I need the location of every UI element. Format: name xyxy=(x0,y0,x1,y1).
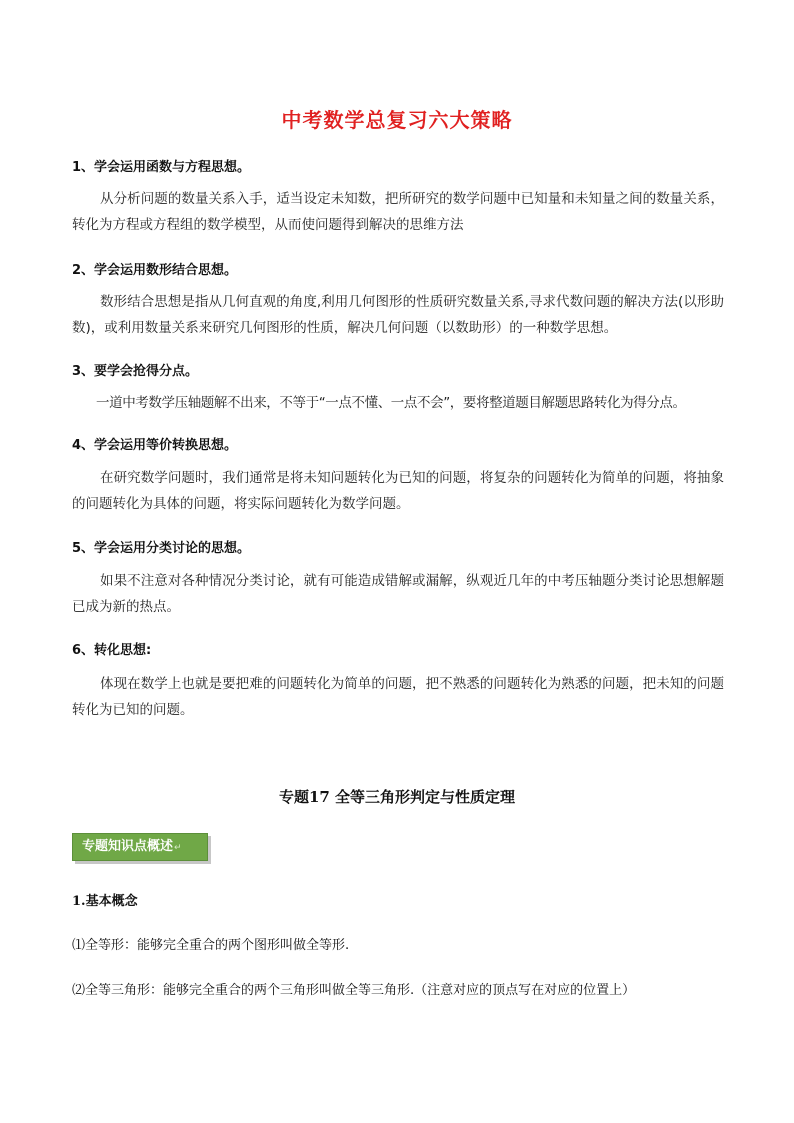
concept-line-1: ⑴全等形：能够完全重合的两个图形叫做全等形. xyxy=(72,938,350,953)
section-heading-5: 5、学会运用分类讨论的思想。 xyxy=(72,541,251,556)
section-heading-4: 4、学会运用等价转换思想。 xyxy=(72,438,238,453)
section-heading-6: 6、转化思想: xyxy=(72,643,152,658)
concept-heading: 1.基本概念 xyxy=(72,894,138,909)
section-text-4: 在研究数学问题时，我们通常是将未知问题转化为已知的问题，将复杂的问题转化为简单的问题，将抽象的问题转化为具体的问题，将实际问题转化为数学问题。 xyxy=(72,470,724,512)
section-text-1: 从分析问题的数量关系入手，适当设定未知数，把所研究的数学问题中已知量和未知量之间的数量关系，转化为方程或方程组的数学模型，从而使问题得到解决的思维方法 xyxy=(72,191,724,233)
topic-badge-label: 专题知识点概述 xyxy=(82,839,174,854)
return-mark-icon: ↵ xyxy=(174,843,182,853)
section-heading-3: 3、要学会抢得分点。 xyxy=(72,364,199,379)
page-title: 中考数学总复习六大策略 xyxy=(281,108,513,132)
topic-badge xyxy=(72,833,208,861)
section-heading-2: 2、学会运用数形结合思想。 xyxy=(72,263,238,278)
concept-line-2: ⑵全等三角形：能够完全重合的两个三角形叫做全等三角形.（注意对应的顶点写在对应的位置上） xyxy=(72,983,636,998)
section-text-3: 一道中考数学压轴题解不出来，不等于“一点不懂、一点不会”，要将整道题目解题思路转化为得分点。 xyxy=(96,395,686,411)
section-text-2: 数形结合思想是指从几何直观的角度,利用几何图形的性质研究数量关系,寻求代数问题的解决方法(以形助数)，或利用数量关系来研究几何图形的性质，解决几何问题（以数助形）的一种数学思想。 xyxy=(72,294,724,336)
topic-title: 专题17 全等三角形判定与性质定理 xyxy=(278,788,516,806)
section-text-6: 体现在数学上也就是要把难的问题转化为简单的问题，把不熟悉的问题转化为熟悉的问题，把未知的问题转化为已知的问题。 xyxy=(72,676,724,718)
section-text-5: 如果不注意对各种情况分类讨论，就有可能造成错解或漏解，纵观近几年的中考压轴题分类讨论思想解题已成为新的热点。 xyxy=(72,573,724,615)
section-heading-1: 1、学会运用函数与方程思想。 xyxy=(72,160,251,175)
